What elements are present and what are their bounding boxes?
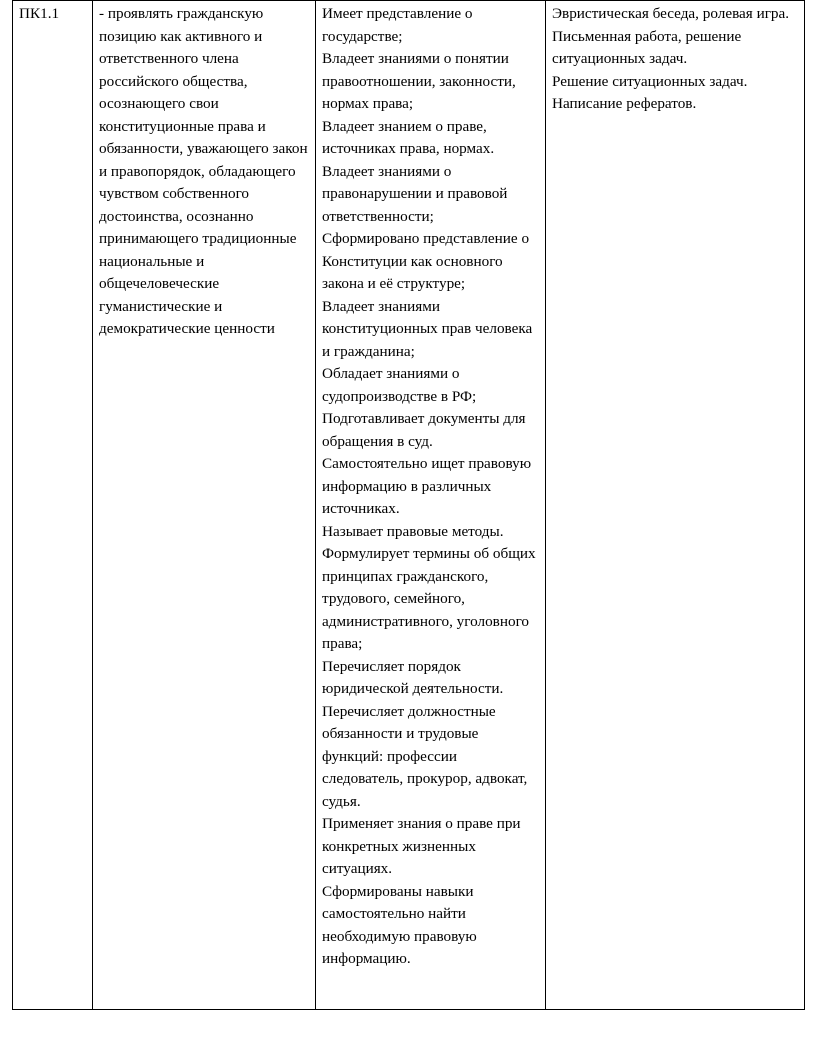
method-item: Решение ситуационных задач. [552, 72, 748, 90]
results-cell [316, 1, 546, 1010]
method-item: Письменная работа, решение ситуационных задач. [552, 27, 742, 67]
methods-cell [546, 1, 805, 1010]
competence-text: - проявлять гражданскую позицию как активного и ответственного члена российского общества, осознающего свои конституционные права и обязанности, уважающего закон и правопорядок, обладающего чувством собственного достоинства, осознанно принимающего традиционные национальные и общечеловеческие гуманистические и демократические ценности [99, 5, 308, 337]
result-item: Применяет знания о праве при конкретных жизненных ситуациях. [322, 815, 521, 877]
result-item: Сформированы навыки самостоятельно найти необходимую правовую информацию. [322, 882, 477, 967]
result-item: Перечисляет порядок юридической деятельности. [322, 657, 504, 697]
result-item: Перечисляет должностные обязанности и трудовые функций: профессии следователь, прокурор, адвокат, судья. [322, 702, 528, 810]
table-row [13, 1, 805, 1010]
result-item: Владеет знаниями о правонарушении и правовой ответственности; [322, 162, 508, 225]
competence-code: ПК1.1 [19, 5, 60, 22]
result-item: Называет правовые методы. [322, 522, 504, 540]
result-item: Владеет знаниями о понятии правоотношении, законности, нормах права; [322, 50, 516, 112]
code-cell [13, 1, 93, 1010]
result-item: Владеет знанием о праве, источниках права, нормах. [322, 117, 495, 157]
result-item: Сформировано представление о Конституции как основного закона и её структуре; [322, 230, 530, 292]
result-item: Подготавливает документы для обращения в суд. [322, 410, 526, 450]
method-item: Написание рефератов. [552, 95, 697, 112]
result-item: Обладает знаниями о судопроизводстве в РФ; [322, 365, 477, 405]
result-item: Самостоятельно ищет правовую информацию в различных источниках. [322, 455, 532, 517]
result-item: Владеет знаниями конституционных прав человека и гражданина; [322, 297, 533, 360]
competence-cell [93, 1, 316, 1010]
result-item: Имеет представление о государстве; [322, 5, 473, 45]
result-item: Формулирует термины об общих принципах гражданского, трудового, семейного, административного, уголовного права; [322, 545, 536, 652]
competence-table [12, 0, 805, 1010]
method-item: Эвристическая беседа, ролевая игра. [552, 5, 790, 22]
